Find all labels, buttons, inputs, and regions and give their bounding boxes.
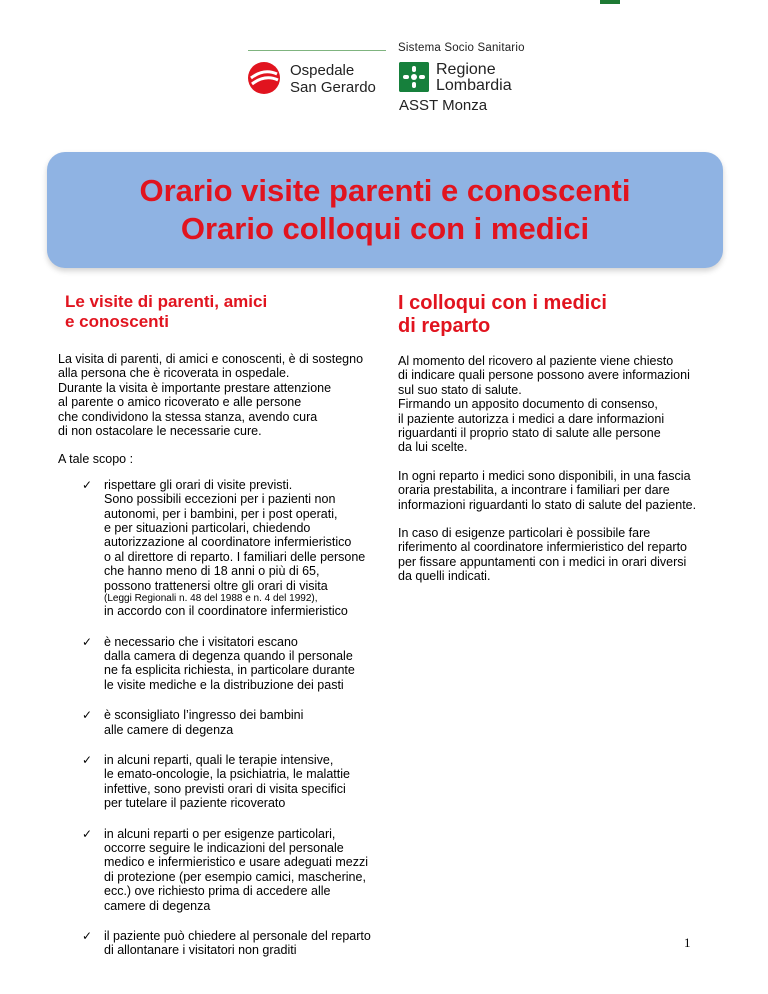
title-banner xyxy=(47,152,723,268)
visits-section xyxy=(58,292,378,974)
checkmark-icon: ✓ xyxy=(82,929,93,943)
list-item-text: è necessario che i visitatori escano dalla camera di degenza quando il personale ne fa esplicita richiesta, in particolare durante le visite mediche e la distribuzione dei pasti xyxy=(104,634,355,692)
region-logo-icon xyxy=(399,62,429,92)
list-item xyxy=(58,478,378,619)
visits-scope-label: A tale scopo : xyxy=(58,452,134,467)
list-item xyxy=(58,827,378,913)
visits-title: Le visite di parenti, amici e conoscenti xyxy=(65,292,268,331)
banner-title-line1: Orario visite parenti e conoscenti xyxy=(139,173,631,208)
visits-rules-list xyxy=(58,478,378,958)
list-item xyxy=(58,753,378,811)
region-name: Regione Lombardia xyxy=(436,61,512,94)
law-reference: (Leggi Regionali n. 48 del 1988 e n. 4 del 1992), xyxy=(104,593,318,605)
checkmark-icon: ✓ xyxy=(82,477,93,492)
checkmark-icon: ✓ xyxy=(82,752,93,767)
visits-intro: La visita di parenti, di amici e conoscenti, è di sostegno alla persona che è ricoverata in ospedale. Durante la visita è importante prestare attenzione al parente o amico ricoverato e alle persone che condividono la stessa stanza, avendo cura di non ostacolare le necessarie cure. xyxy=(58,352,364,439)
list-item-text: in alcuni reparti, quali le terapie intensive, le emato-oncologie, la psichiatria, le malattie infettive, sono previsti orari di visita specifici per tutelare il paziente ricoverato xyxy=(104,752,350,811)
hospital-name: Ospedale San Gerardo xyxy=(290,62,376,96)
checkmark-icon: ✓ xyxy=(82,826,93,841)
hospital-logo-icon xyxy=(246,60,282,96)
list-item-text: in alcuni reparti o per esigenze particolari, occorre seguire le indicazioni del personale medico e infermieristico e usare adeguati mezzi di protezione (per esempio camici, mascherine, ecc.) ove richiesto prima di accedere alle camere di degenza xyxy=(104,826,369,913)
checkmark-icon: ✓ xyxy=(82,634,93,649)
doctors-paragraph: In caso di esigenze particolari è possibile fare riferimento al coordinatore infermieristico del reparto per fissare appuntamenti con i medici in orari diversi da quelli indicati. xyxy=(398,526,688,584)
page-number: 1 xyxy=(684,935,691,950)
header-rule xyxy=(248,50,386,51)
list-item-text: rispettare gli orari di visite previsti. Sono possibili eccezioni per i pazienti non autonomi, per i bambini, per i post operati, e per situazioni particolari, chiedendo autorizzazione al coordinatore infermieristico o al direttore di reparto. I familiari delle persone che hanno meno di 18 anni o più di 65, possono trattenersi oltre gli orari di visita xyxy=(104,477,366,593)
corner-mark xyxy=(600,0,620,4)
doctors-paragraph: In ogni reparto i medici sono disponibili, in una fascia oraria prestabilita, a incontrare i familiari per dare informazioni riguardanti lo stato di salute del paziente. xyxy=(398,468,697,512)
list-item-text: è sconsigliato l’ingresso dei bambini alle camere di degenza xyxy=(104,708,304,737)
banner-title-line2: Orario colloqui con i medici xyxy=(180,211,590,246)
doctors-paragraph: Al momento del ricovero al paziente viene chiesto di indicare quali persone possono avere informazioni sul suo stato di salute. Firmando un apposito documento di consenso, il paziente autorizza i medici a dare informazioni riguardanti il proprio stato di salute alle persone da lui scelte. xyxy=(398,354,690,455)
asst-name: ASST Monza xyxy=(399,97,488,114)
list-item-text: il paziente può chiedere al personale del reparto di allontanare i visitatori non graditi xyxy=(104,929,371,958)
doctors-section xyxy=(398,292,728,584)
checkmark-icon: ✓ xyxy=(82,708,93,723)
doctors-title: I colloqui con i medici di reparto xyxy=(398,292,607,337)
list-item xyxy=(58,929,378,958)
list-item xyxy=(58,708,378,737)
list-item-text-continued: in accordo con il coordinatore infermieristico xyxy=(104,604,348,619)
list-item xyxy=(58,635,378,693)
system-label: Sistema Socio Sanitario xyxy=(398,42,525,54)
